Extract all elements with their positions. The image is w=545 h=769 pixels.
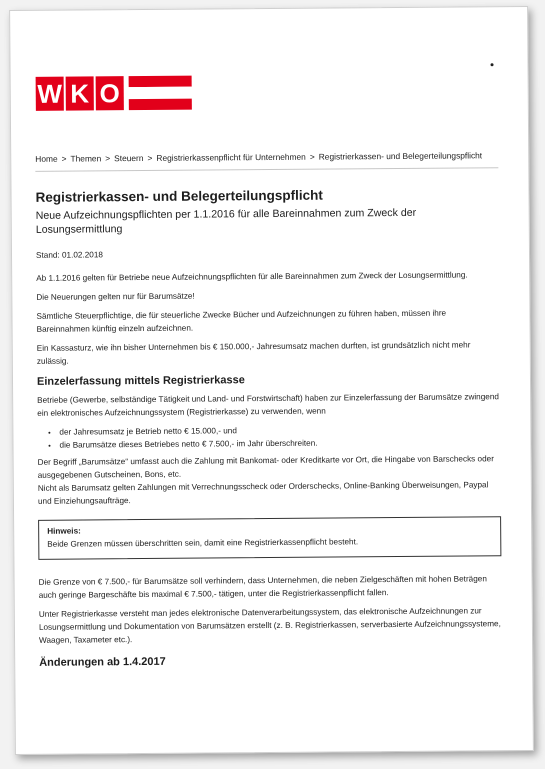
page-title: Registrierkassen- und Belegerteilungspflicht bbox=[35, 187, 323, 205]
breadcrumb-steuern[interactable]: Steuern bbox=[114, 152, 144, 164]
breadcrumb-current: Registrierkassen- und Belegerteilungspflicht bbox=[318, 150, 483, 162]
logo-letter-w: W bbox=[36, 77, 64, 111]
section-paragraph: Der Begriff „Barumsätze“ umfasst auch die Zahlung mit Bankomat- oder Kreditkarte vor Ort, die Hingabe von Barschecks oder ausgegebenen Gutscheinen, Bons, etc. bbox=[37, 454, 494, 480]
section-heading: Änderungen ab 1.4.2017 bbox=[39, 655, 166, 669]
intro-paragraph: Ab 1.1.2016 gelten für Betriebe neue Aufzeichnungspflichten für alle Bareinnahmen zum Zweck der Losungsermittlung. bbox=[36, 270, 468, 283]
page-subtitle: Neue Aufzeichnungspflichten per 1.1.2016 für alle Bareinnahmen zum Zweck der Losungsermittlung bbox=[35, 206, 417, 236]
intro-paragraph: Ein Kassasturz, wie ihn bisher Unternehmen bis € 150.000,- Jahresumsatz machen durften, ist grundsätzlich nicht mehr zulässig. bbox=[36, 340, 471, 366]
document-page bbox=[9, 6, 534, 755]
intro-paragraph: Sämtliche Steuerpflichtige, die für steuerliche Zwecke Bücher und Aufzeichnungen zu führen haben, müssen ihre Bareinnahmen künftig einzeln aufzeichnen. bbox=[36, 308, 447, 334]
section-paragraph: Nicht als Barumsatz gelten Zahlungen mit Verrechnungsscheck oder Orderschecks, Online-Banking Überweisungen, Paypal und Einziehungsaufträge. bbox=[37, 480, 489, 506]
list-item: • die Barumsätze dieses Betriebes netto € 7.500,- im Jahr überschreiten. bbox=[59, 435, 500, 451]
hint-body: Beide Grenzen müssen überschritten sein, damit eine Registrierkassenpflicht besteht. bbox=[47, 537, 359, 549]
criteria-list bbox=[37, 422, 500, 452]
body-paragraph: Die Grenze von € 7.500,- für Barumsätze soll verhindern, dass Unternehmen, die neben Zielgeschäften mit hohen Beträgen auch geringe Bargeschäfte bis maximal € 7.500,- tätigen, unter die Registrierkassenpflicht fallen. bbox=[38, 574, 487, 600]
intro-paragraph: Die Neuerungen gelten nur für Barumsätze! bbox=[36, 291, 195, 302]
breadcrumb: Home > Themen > Steuern > Registrierkassenpflicht für Unternehmen > Registrierkassen- und Belegerteilungspflicht bbox=[35, 150, 483, 164]
wko-logo[interactable] bbox=[36, 76, 192, 111]
article-content bbox=[35, 147, 502, 669]
breadcrumb-themen[interactable]: Themen bbox=[70, 153, 102, 164]
body-paragraph: Unter Registrierkasse versteht man jedes elektronische Datenverarbeitungssystem, das elektronische Aufzeichnungen zur Losungsermittlung und Dokumentation von Barumsätzen erstellt (z. B. Registrierkassen, serverbasierte Aufzeichnungssysteme, Waagen, Taxameter etc.). bbox=[38, 606, 501, 645]
austria-flag-icon bbox=[129, 76, 192, 110]
divider bbox=[35, 167, 498, 172]
section-heading: Einzelerfassung mittels Registrierkasse bbox=[36, 374, 245, 388]
stray-dot bbox=[491, 63, 494, 66]
breadcrumb-home[interactable]: Home bbox=[35, 153, 58, 164]
breadcrumb-registrierkassenpflicht[interactable]: Registrierkassenpflicht für Unternehmen bbox=[156, 151, 306, 163]
hint-title: Hinweis: bbox=[47, 526, 81, 536]
list-item: • der Jahresumsatz je Betrieb netto € 15.000,- und bbox=[59, 422, 500, 438]
logo-letter-o: O bbox=[96, 76, 124, 110]
logo-letter-k: K bbox=[66, 76, 94, 110]
date-stamp: Stand: 01.02.2018 bbox=[35, 250, 103, 260]
hint-box bbox=[38, 516, 501, 560]
section-paragraph: Betriebe (Gewerbe, selbständige Tätigkeit und Land- und Forstwirtschaft) haben zur Einzelerfassung der Barumsätze zwingend ein elektronisches Aufzeichnungssystem (Registrierkasse) zu verwenden, wenn bbox=[37, 392, 499, 418]
